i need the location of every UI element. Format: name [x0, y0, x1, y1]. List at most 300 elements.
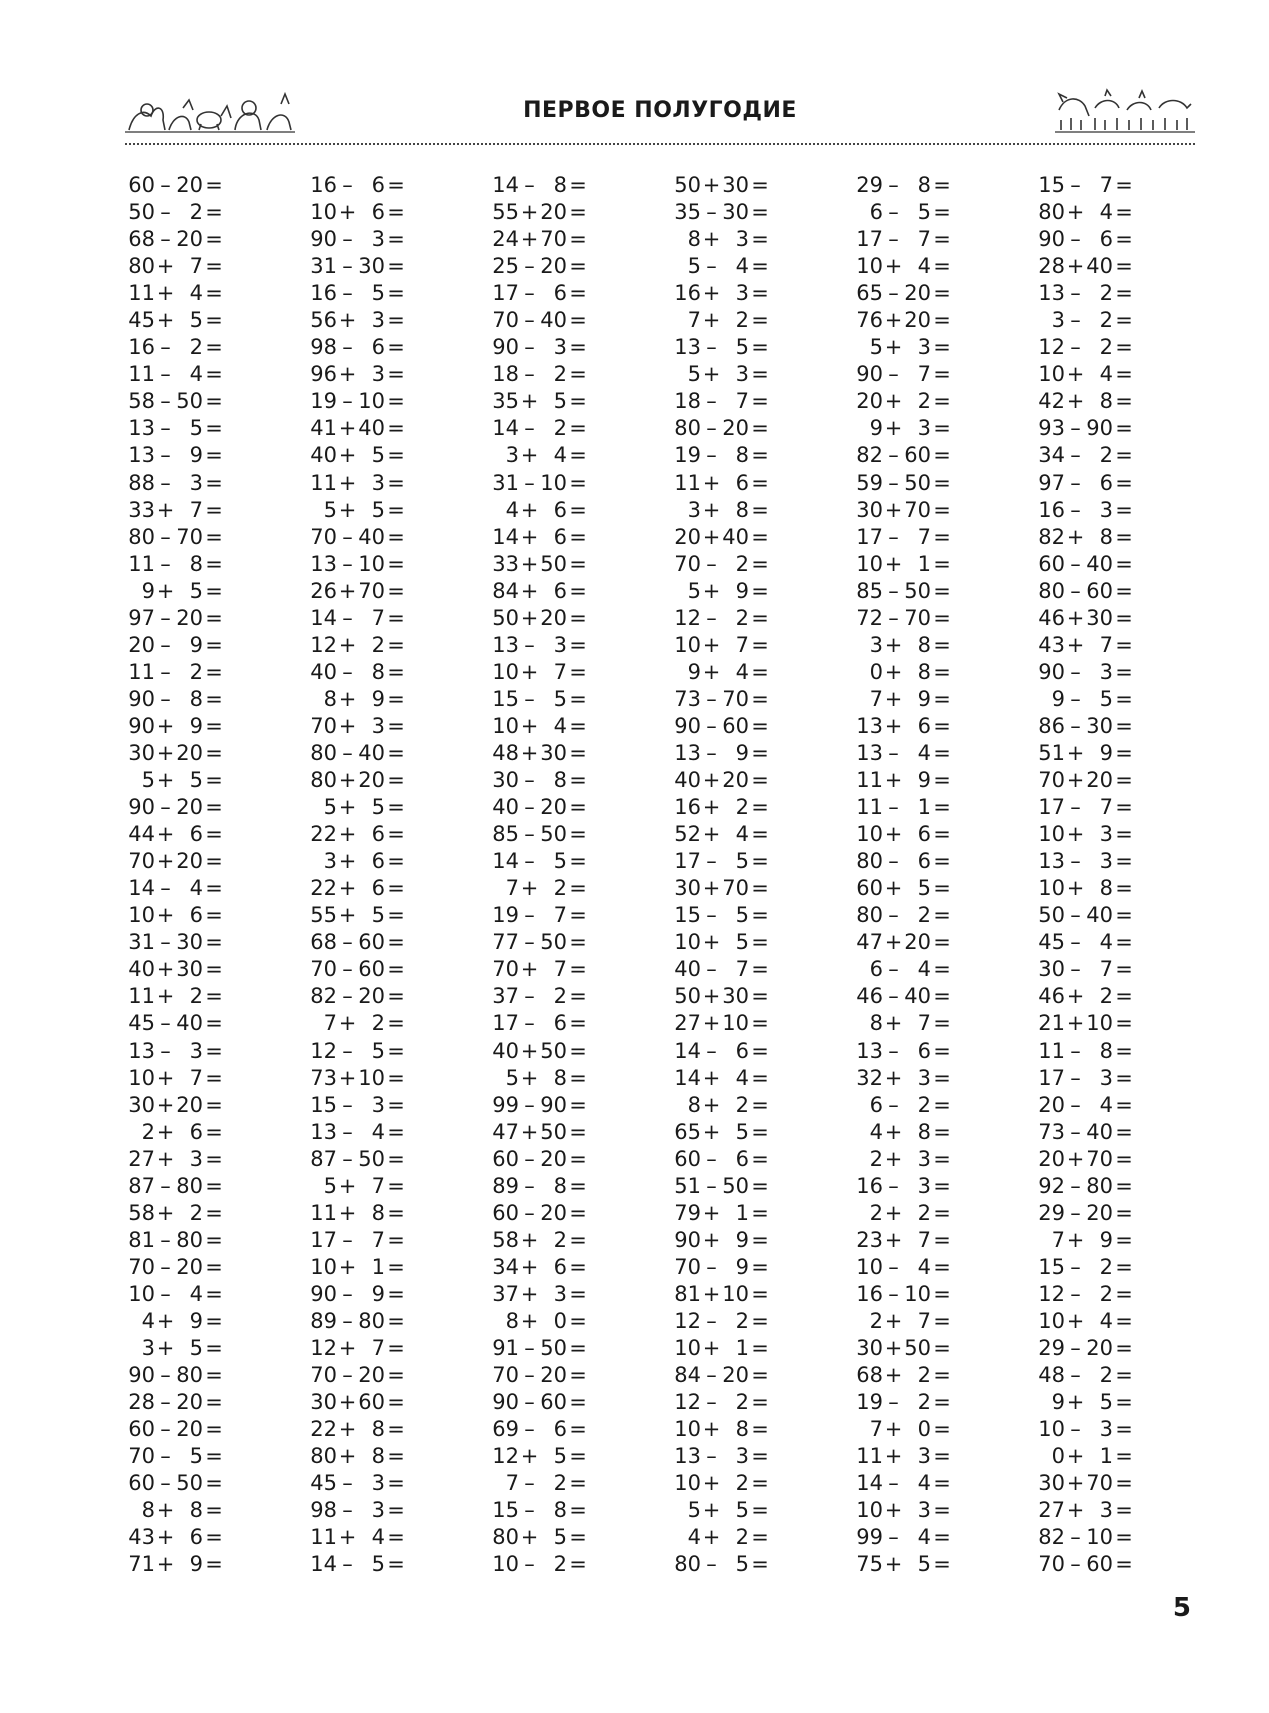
- exercise-item: 77 – 50 =: [492, 930, 587, 955]
- exercise-item: 30 + 60 =: [310, 1390, 405, 1415]
- exercise-item: 13 – 2 =: [1038, 281, 1133, 306]
- exercise-item: 50 + 20 =: [492, 605, 587, 630]
- exercise-item: 29 – 8 =: [856, 173, 951, 197]
- exercise-item: 8 + 9 =: [323, 686, 405, 711]
- exercise-item: 50 – 40 =: [1038, 903, 1133, 928]
- exercise-item: 22 + 6 =: [310, 822, 405, 847]
- exercise-item: 26 + 70 =: [310, 578, 405, 603]
- exercise-item: 10 + 3 =: [856, 1498, 951, 1523]
- exercise-item: 44 + 6 =: [128, 822, 223, 847]
- exercise-item: 70 + 7 =: [492, 957, 587, 982]
- exercise-item: 58 – 50 =: [128, 389, 223, 414]
- exercise-item: 18 – 2 =: [492, 362, 587, 387]
- exercise-item: 40 + 50 =: [492, 1038, 587, 1063]
- exercise-item: 28 – 20 =: [128, 1390, 223, 1415]
- exercise-item: 11 + 4 =: [310, 1525, 405, 1550]
- exercise-item: 80 – 20 =: [674, 416, 769, 441]
- exercise-item: 90 – 80 =: [128, 1363, 223, 1388]
- exercise-item: 60 – 20 =: [492, 1200, 587, 1225]
- exercise-item: 15 – 7 =: [1038, 173, 1133, 197]
- exercise-item: 12 – 2 =: [1038, 335, 1133, 360]
- exercise-item: 60 + 5 =: [856, 876, 951, 901]
- exercise-item: 52 + 4 =: [674, 822, 769, 847]
- exercise-item: 10 + 7 =: [674, 632, 769, 657]
- exercise-item: 0 + 8 =: [869, 659, 951, 684]
- exercise-item: 45 – 3 =: [310, 1471, 405, 1496]
- exercise-item: 17 – 7 =: [856, 524, 951, 549]
- exercise-item: 14 – 5 =: [310, 1552, 405, 1577]
- exercise-item: 80 – 6 =: [856, 849, 951, 874]
- exercise-item: 80 + 7 =: [128, 254, 223, 279]
- exercise-item: 56 + 3 =: [310, 308, 405, 333]
- exercise-item: 16 – 6 =: [310, 173, 405, 197]
- exercise-item: 30 – 8 =: [492, 768, 587, 793]
- exercise-item: 13 – 5 =: [128, 416, 223, 441]
- exercise-item: 90 – 8 =: [128, 686, 223, 711]
- exercise-item: 15 – 5 =: [492, 686, 587, 711]
- exercise-item: 45 + 5 =: [128, 308, 223, 333]
- exercise-item: 68 + 2 =: [856, 1363, 951, 1388]
- exercise-item: 4 + 6 =: [505, 497, 587, 522]
- exercise-item: 10 + 6 =: [856, 822, 951, 847]
- exercise-item: 70 – 9 =: [674, 1254, 769, 1279]
- exercise-item: 11 – 2 =: [128, 659, 223, 684]
- exercise-item: 14 – 6 =: [674, 1038, 769, 1063]
- exercise-item: 16 – 2 =: [128, 335, 223, 360]
- exercise-item: 17 – 6 =: [492, 1011, 587, 1036]
- exercise-item: 13 – 6 =: [856, 1038, 951, 1063]
- exercise-item: 27 + 10 =: [674, 1011, 769, 1036]
- exercise-item: 60 – 40 =: [1038, 551, 1133, 576]
- exercise-item: 70 + 20 =: [1038, 768, 1133, 793]
- exercise-item: 65 – 20 =: [856, 281, 951, 306]
- exercise-item: 75 + 5 =: [856, 1552, 951, 1577]
- exercise-item: 90 – 3 =: [310, 227, 405, 252]
- exercise-item: 48 + 30 =: [492, 740, 587, 765]
- exercise-item: 34 – 2 =: [1038, 443, 1133, 468]
- exercise-item: 4 + 9 =: [141, 1308, 223, 1333]
- exercise-item: 20 + 70 =: [1038, 1146, 1133, 1171]
- exercise-item: 33 + 50 =: [492, 551, 587, 576]
- exercise-item: 6 – 4 =: [869, 957, 951, 982]
- exercise-item: 11 + 3 =: [310, 470, 405, 495]
- exercise-item: 9 + 5 =: [1051, 1390, 1133, 1415]
- exercise-item: 98 – 3 =: [310, 1498, 405, 1523]
- animals-illustration-icon: [1055, 86, 1195, 136]
- exercise-item: 90 – 3 =: [492, 335, 587, 360]
- exercise-item: 97 – 6 =: [1038, 470, 1133, 495]
- exercise-item: 47 + 20 =: [856, 930, 951, 955]
- exercise-item: 84 – 20 =: [674, 1363, 769, 1388]
- exercise-item: 17 – 3 =: [1038, 1065, 1133, 1090]
- exercise-item: 82 + 8 =: [1038, 524, 1133, 549]
- exercise-item: 40 + 30 =: [128, 957, 223, 982]
- exercise-item: 46 + 30 =: [1038, 605, 1133, 630]
- exercise-item: 80 + 5 =: [492, 1525, 587, 1550]
- exercise-item: 73 – 70 =: [674, 686, 769, 711]
- exercise-item: 20 + 2 =: [856, 389, 951, 414]
- exercise-item: 13 – 3 =: [492, 632, 587, 657]
- exercise-item: 59 – 50 =: [856, 470, 951, 495]
- exercise-item: 82 – 10 =: [1038, 1525, 1133, 1550]
- exercise-item: 58 + 2 =: [492, 1227, 587, 1252]
- exercise-column-1: [128, 172, 248, 1578]
- exercise-item: 7 + 0 =: [869, 1417, 951, 1442]
- exercise-item: 70 – 60 =: [310, 957, 405, 982]
- exercise-item: 10 + 4 =: [492, 713, 587, 738]
- exercise-item: 12 – 2 =: [674, 1390, 769, 1415]
- exercise-item: 11 + 3 =: [856, 1444, 951, 1469]
- exercise-item: 23 + 7 =: [856, 1227, 951, 1252]
- exercise-item: 11 + 9 =: [856, 768, 951, 793]
- page-number: 5: [1172, 1593, 1191, 1623]
- exercise-item: 7 + 9 =: [1051, 1227, 1133, 1252]
- exercise-item: 17 – 7 =: [1038, 795, 1133, 820]
- exercise-item: 29 – 20 =: [1038, 1336, 1133, 1361]
- exercise-item: 30 + 70 =: [1038, 1471, 1133, 1496]
- exercise-item: 28 + 40 =: [1038, 254, 1133, 279]
- exercise-item: 19 – 2 =: [856, 1390, 951, 1415]
- exercise-item: 47 + 50 =: [492, 1119, 587, 1144]
- exercise-item: 10 + 8 =: [674, 1417, 769, 1442]
- exercise-item: 51 – 50 =: [674, 1173, 769, 1198]
- exercise-item: 70 + 3 =: [310, 713, 405, 738]
- exercise-item: 10 + 6 =: [128, 903, 223, 928]
- exercise-item: 37 + 3 =: [492, 1281, 587, 1306]
- exercise-column-4: [674, 172, 794, 1578]
- exercise-item: 70 – 40 =: [310, 524, 405, 549]
- exercise-item: 40 – 8 =: [310, 659, 405, 684]
- exercise-item: 70 – 20 =: [310, 1363, 405, 1388]
- exercise-item: 72 – 70 =: [856, 605, 951, 630]
- exercise-item: 14 – 2 =: [492, 416, 587, 441]
- exercise-item: 40 + 20 =: [674, 768, 769, 793]
- exercise-item: 96 + 3 =: [310, 362, 405, 387]
- exercise-item: 14 – 4 =: [856, 1471, 951, 1496]
- exercise-item: 29 – 20 =: [1038, 1200, 1133, 1225]
- exercise-item: 7 + 9 =: [869, 686, 951, 711]
- exercise-item: 84 + 6 =: [492, 578, 587, 603]
- exercise-item: 65 + 5 =: [674, 1119, 769, 1144]
- exercise-item: 88 – 3 =: [128, 470, 223, 495]
- exercise-item: 8 + 0 =: [505, 1308, 587, 1333]
- exercise-item: 80 + 8 =: [310, 1444, 405, 1469]
- exercise-item: 5 + 5 =: [323, 795, 405, 820]
- exercise-item: 8 + 3 =: [687, 227, 769, 252]
- exercise-item: 5 + 8 =: [505, 1065, 587, 1090]
- exercise-item: 3 + 6 =: [323, 849, 405, 874]
- exercise-item: 70 – 5 =: [128, 1444, 223, 1469]
- exercise-item: 17 – 7 =: [310, 1227, 405, 1252]
- exercise-item: 31 – 30 =: [128, 930, 223, 955]
- exercise-item: 10 + 2 =: [674, 1471, 769, 1496]
- exercise-item: 5 + 3 =: [687, 362, 769, 387]
- exercise-item: 6 – 5 =: [869, 200, 951, 225]
- exercise-item: 89 – 8 =: [492, 1173, 587, 1198]
- exercise-item: 10 – 2 =: [492, 1552, 587, 1577]
- exercise-item: 21 + 10 =: [1038, 1011, 1133, 1036]
- exercise-item: 34 + 6 =: [492, 1254, 587, 1279]
- exercise-item: 16 + 3 =: [674, 281, 769, 306]
- exercise-item: 13 – 9 =: [674, 740, 769, 765]
- exercise-item: 70 + 20 =: [128, 849, 223, 874]
- exercise-item: 24 + 70 =: [492, 227, 587, 252]
- exercise-item: 85 – 50 =: [492, 822, 587, 847]
- exercise-item: 80 – 60 =: [1038, 578, 1133, 603]
- exercise-item: 43 + 7 =: [1038, 632, 1133, 657]
- exercise-item: 12 – 2 =: [1038, 1281, 1133, 1306]
- exercise-item: 12 – 2 =: [674, 605, 769, 630]
- exercise-item: 5 + 3 =: [869, 335, 951, 360]
- exercise-item: 16 – 3 =: [1038, 497, 1133, 522]
- exercise-item: 14 – 8 =: [492, 173, 587, 197]
- exercise-item: 98 – 6 =: [310, 335, 405, 360]
- exercise-item: 50 + 30 =: [674, 173, 769, 197]
- exercise-item: 7 – 2 =: [505, 1471, 587, 1496]
- exercise-item: 30 + 70 =: [674, 876, 769, 901]
- exercise-item: 13 + 6 =: [856, 713, 951, 738]
- exercise-item: 11 + 8 =: [310, 1200, 405, 1225]
- exercise-item: 81 – 80 =: [128, 1227, 223, 1252]
- exercise-item: 37 – 2 =: [492, 984, 587, 1009]
- exercise-item: 9 + 5 =: [141, 578, 223, 603]
- exercise-item: 10 + 3 =: [1038, 822, 1133, 847]
- exercise-item: 10 + 1 =: [856, 551, 951, 576]
- exercise-item: 60 – 20 =: [128, 1417, 223, 1442]
- exercise-item: 10 + 7 =: [128, 1065, 223, 1090]
- exercise-item: 27 + 3 =: [1038, 1498, 1133, 1523]
- exercise-item: 10 – 3 =: [1038, 1417, 1133, 1442]
- exercise-item: 10 + 7 =: [492, 659, 587, 684]
- exercise-item: 27 + 3 =: [128, 1146, 223, 1171]
- exercise-item: 17 – 5 =: [674, 849, 769, 874]
- exercise-item: 11 – 8 =: [1038, 1038, 1133, 1063]
- exercise-column-5: [856, 172, 976, 1578]
- exercise-item: 80 + 20 =: [310, 768, 405, 793]
- exercise-item: 8 + 2 =: [687, 1092, 769, 1117]
- exercise-item: 10 + 8 =: [1038, 876, 1133, 901]
- exercise-item: 13 – 4 =: [310, 1119, 405, 1144]
- exercise-item: 33 + 7 =: [128, 497, 223, 522]
- exercise-item: 13 – 5 =: [674, 335, 769, 360]
- exercise-item: 12 – 2 =: [674, 1308, 769, 1333]
- exercise-item: 5 + 5 =: [687, 1498, 769, 1523]
- exercise-item: 22 + 6 =: [310, 876, 405, 901]
- exercise-item: 13 – 4 =: [856, 740, 951, 765]
- exercise-item: 86 – 30 =: [1038, 713, 1133, 738]
- exercise-item: 90 – 3 =: [1038, 659, 1133, 684]
- exercise-item: 10 + 6 =: [310, 200, 405, 225]
- exercise-item: 2 + 7 =: [869, 1308, 951, 1333]
- exercise-item: 46 + 2 =: [1038, 984, 1133, 1009]
- exercise-column-6: [1038, 172, 1158, 1578]
- exercise-item: 15 – 2 =: [1038, 1254, 1133, 1279]
- exercise-item: 87 – 80 =: [128, 1173, 223, 1198]
- exercise-item: 35 – 30 =: [674, 200, 769, 225]
- exercise-item: 13 – 9 =: [128, 443, 223, 468]
- exercise-item: 7 + 2 =: [323, 1011, 405, 1036]
- exercise-item: 50 + 30 =: [674, 984, 769, 1009]
- exercise-item: 71 + 9 =: [128, 1552, 223, 1577]
- exercise-item: 11 – 4 =: [128, 362, 223, 387]
- exercise-item: 7 + 2 =: [687, 308, 769, 333]
- page-title: ПЕРВОЕ ПОЛУГОДИЕ: [523, 98, 797, 123]
- exercise-item: 16 – 3 =: [856, 1173, 951, 1198]
- exercise-item: 13 – 3 =: [674, 1444, 769, 1469]
- exercise-item: 10 + 5 =: [674, 930, 769, 955]
- exercise-item: 70 – 2 =: [674, 551, 769, 576]
- exercise-item: 14 – 7 =: [310, 605, 405, 630]
- exercise-item: 31 – 10 =: [492, 470, 587, 495]
- exercise-item: 76 + 20 =: [856, 308, 951, 333]
- exercise-item: 31 – 30 =: [310, 254, 405, 279]
- exercise-item: 5 – 4 =: [687, 254, 769, 279]
- exercise-item: 60 – 6 =: [674, 1146, 769, 1171]
- exercise-item: 43 + 6 =: [128, 1525, 223, 1550]
- exercise-item: 2 + 3 =: [869, 1146, 951, 1171]
- exercise-item: 30 + 50 =: [856, 1336, 951, 1361]
- exercise-item: 11 – 8 =: [128, 551, 223, 576]
- exercise-item: 87 – 50 =: [310, 1146, 405, 1171]
- exercise-item: 80 – 2 =: [856, 903, 951, 928]
- exercise-item: 70 – 20 =: [128, 1254, 223, 1279]
- exercise-item: 90 + 9 =: [674, 1227, 769, 1252]
- exercise-item: 68 – 60 =: [310, 930, 405, 955]
- exercise-item: 10 – 4 =: [856, 1254, 951, 1279]
- exercise-item: 80 + 4 =: [1038, 200, 1133, 225]
- exercise-item: 9 – 5 =: [1051, 686, 1133, 711]
- exercise-item: 45 – 40 =: [128, 1011, 223, 1036]
- exercise-item: 15 – 5 =: [674, 903, 769, 928]
- exercise-item: 60 – 20 =: [492, 1146, 587, 1171]
- exercise-item: 46 – 40 =: [856, 984, 951, 1009]
- exercise-item: 32 + 3 =: [856, 1065, 951, 1090]
- exercise-item: 90 – 7 =: [856, 362, 951, 387]
- exercise-item: 5 + 7 =: [323, 1173, 405, 1198]
- exercise-item: 90 – 6 =: [1038, 227, 1133, 252]
- exercise-item: 30 + 20 =: [128, 1092, 223, 1117]
- exercise-item: 19 – 10 =: [310, 389, 405, 414]
- exercise-item: 25 – 20 =: [492, 254, 587, 279]
- exercise-item: 90 + 9 =: [128, 713, 223, 738]
- exercise-item: 30 + 70 =: [856, 497, 951, 522]
- exercise-item: 10 + 1 =: [310, 1254, 405, 1279]
- exercise-item: 85 – 50 =: [856, 578, 951, 603]
- exercise-item: 70 – 40 =: [492, 308, 587, 333]
- exercise-item: 11 – 1 =: [856, 795, 951, 820]
- exercise-item: 13 – 3 =: [128, 1038, 223, 1063]
- exercise-item: 3 – 2 =: [1051, 308, 1133, 333]
- exercise-item: 2 + 6 =: [141, 1119, 223, 1144]
- exercise-item: 30 – 7 =: [1038, 957, 1133, 982]
- exercise-item: 17 – 6 =: [492, 281, 587, 306]
- exercise-item: 60 – 50 =: [128, 1471, 223, 1496]
- exercise-item: 20 + 40 =: [674, 524, 769, 549]
- exercise-item: 92 – 80 =: [1038, 1173, 1133, 1198]
- exercise-item: 55 + 20 =: [492, 200, 587, 225]
- page-header: [125, 84, 1195, 146]
- exercise-item: 42 + 8 =: [1038, 389, 1133, 414]
- exercise-item: 30 + 20 =: [128, 740, 223, 765]
- exercise-item: 91 – 50 =: [492, 1336, 587, 1361]
- exercise-item: 9 + 3 =: [869, 416, 951, 441]
- exercise-item: 12 – 5 =: [310, 1038, 405, 1063]
- exercise-item: 3 + 8 =: [869, 632, 951, 657]
- exercise-item: 10 + 4 =: [1038, 362, 1133, 387]
- exercise-item: 17 – 7 =: [856, 227, 951, 252]
- exercise-item: 3 + 4 =: [505, 443, 587, 468]
- exercise-item: 10 – 4 =: [128, 1281, 223, 1306]
- exercise-item: 16 – 5 =: [310, 281, 405, 306]
- exercise-item: 50 – 2 =: [128, 200, 223, 225]
- exercise-item: 20 – 4 =: [1038, 1092, 1133, 1117]
- exercise-item: 0 + 1 =: [1051, 1444, 1133, 1469]
- exercise-item: 90 – 20 =: [128, 795, 223, 820]
- exercise-item: 18 – 7 =: [674, 389, 769, 414]
- exercise-item: 99 – 4 =: [856, 1525, 951, 1550]
- exercise-item: 16 – 10 =: [856, 1281, 951, 1306]
- exercise-item: 12 + 2 =: [310, 632, 405, 657]
- exercise-item: 10 + 1 =: [674, 1336, 769, 1361]
- exercise-item: 80 – 5 =: [674, 1552, 769, 1577]
- exercise-item: 5 + 5 =: [323, 497, 405, 522]
- exercise-item: 11 + 2 =: [128, 984, 223, 1009]
- exercise-item: 40 – 20 =: [492, 795, 587, 820]
- exercise-item: 79 + 1 =: [674, 1200, 769, 1225]
- exercise-item: 20 – 9 =: [128, 632, 223, 657]
- exercise-item: 8 + 7 =: [869, 1011, 951, 1036]
- exercise-item: 2 + 2 =: [869, 1200, 951, 1225]
- exercise-item: 3 + 5 =: [141, 1336, 223, 1361]
- exercise-item: 13 – 3 =: [1038, 849, 1133, 874]
- exercise-item: 4 + 2 =: [687, 1525, 769, 1550]
- exercise-item: 7 + 2 =: [505, 876, 587, 901]
- exercise-column-3: [492, 172, 612, 1578]
- exercise-item: 14 + 4 =: [674, 1065, 769, 1090]
- exercise-item: 90 – 60 =: [492, 1390, 587, 1415]
- exercise-item: 4 + 8 =: [869, 1119, 951, 1144]
- exercise-item: 35 + 5 =: [492, 389, 587, 414]
- exercise-item: 14 + 6 =: [492, 524, 587, 549]
- exercise-item: 58 + 2 =: [128, 1200, 223, 1225]
- exercise-item: 70 – 20 =: [492, 1363, 587, 1388]
- exercise-item: 15 – 8 =: [492, 1498, 587, 1523]
- exercise-item: 80 – 70 =: [128, 524, 223, 549]
- exercise-item: 10 + 4 =: [856, 254, 951, 279]
- exercise-item: 73 – 40 =: [1038, 1119, 1133, 1144]
- exercise-item: 97 – 20 =: [128, 605, 223, 630]
- exercise-item: 22 + 8 =: [310, 1417, 405, 1442]
- exercise-item: 80 – 40 =: [310, 740, 405, 765]
- exercise-item: 45 – 4 =: [1038, 930, 1133, 955]
- exercise-column-2: [310, 172, 430, 1578]
- exercise-item: 69 – 6 =: [492, 1417, 587, 1442]
- exercise-item: 55 + 5 =: [310, 903, 405, 928]
- exercise-item: 19 – 8 =: [674, 443, 769, 468]
- exercise-item: 10 + 4 =: [1038, 1308, 1133, 1333]
- exercise-item: 5 + 9 =: [687, 578, 769, 603]
- exercise-item: 11 + 4 =: [128, 281, 223, 306]
- exercise-item: 51 + 9 =: [1038, 740, 1133, 765]
- exercise-item: 68 – 20 =: [128, 227, 223, 252]
- exercise-item: 11 + 6 =: [674, 470, 769, 495]
- exercise-item: 82 – 60 =: [856, 443, 951, 468]
- exercise-item: 3 + 8 =: [687, 497, 769, 522]
- exercise-item: 9 + 4 =: [687, 659, 769, 684]
- exercise-item: 14 – 4 =: [128, 876, 223, 901]
- exercise-item: 5 + 5 =: [141, 768, 223, 793]
- exercise-item: 12 + 5 =: [492, 1444, 587, 1469]
